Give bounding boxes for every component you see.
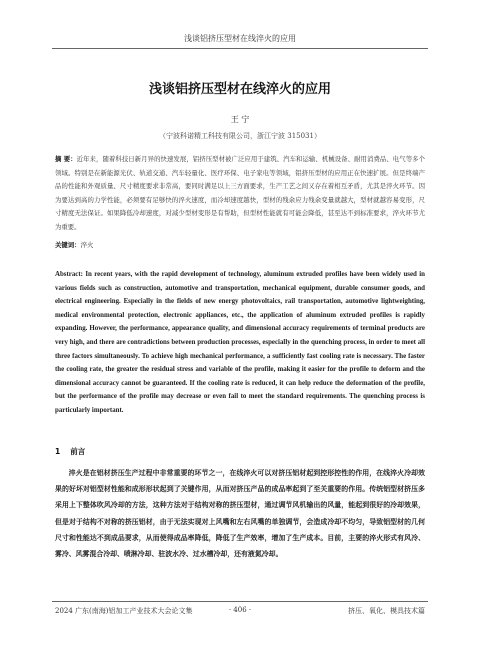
keywords-cn-label: 关键词： <box>55 241 81 249</box>
paper-title: 浅谈铝挤压型材在线淬火的应用 <box>148 82 331 97</box>
header-divider <box>52 48 428 49</box>
body-paragraph: 淬火是在铝材挤压生产过程中非常重要的环节之一，在线淬火可以对挤压铝材起到控形控性的作用，在线淬火冷却效果的好坏对铝型材性能和成形形状起到了关键作用，从而对挤压产品的成品率起到了至关重要的作用。传统铝型材挤压多采用上下整体吹风冷却的方法，这种方法对于结构对称的挤压型材，通过调节风机输出的风量，能起到很好的冷却效果，但是对于结构不对称的挤压铝材，由于无法实现对上风嘴和左右风嘴的单独调节，会造成冷却不均匀，导致铝型材的几何尺寸和性能达不到成品要求，从而使得成品率降低，降低了生产效率，增加了生产成本。目前，主要的淬火形式有风冷、雾冷、风雾混合冷却、喷淋冷却、驻波水冷、过水槽冷却，还有液氮冷却。 <box>55 469 425 559</box>
section-title: 前言 <box>70 447 86 456</box>
section-heading <box>55 446 85 457</box>
running-header: 浅谈铝挤压型材在线淬火的应用 <box>184 34 296 43</box>
footer-proceedings: 2024 广东(南海)铝加工产业技术大会论文集 <box>55 607 193 615</box>
footer-section: 挤压、氧化、模具技术篇 <box>348 607 425 615</box>
footer-divider <box>52 601 428 602</box>
keywords-chinese <box>55 240 425 249</box>
abstract-english <box>55 268 425 418</box>
section-number: 1 <box>55 447 61 456</box>
abstract-en-text: In recent years, with the rapid development of technology, aluminum extruded profiles have been widely used in various fields such as construction, automotive and transportation, mechanical equipment, durable consumer goods, and electrical engineering. Especially in the fields of new energy photovoltaics, rail transportation, automotive lightweighting, medical environmental protection, electronic appliances, etc., the application of aluminum extruded profiles is rapidly expanding. However, the performance, appearance quality, and dimensional accuracy requirements of terminal products are very high, and there are contradictions between production processes, especially in the quenching process, in order to meet all three factors simultaneously. To achieve high mechanical performance, a sufficiently fast cooling rate is necessary. The faster the cooling rate, the greater the residual stress and variable of the profile, making it easier for the profile to deform and the dimensional accuracy cannot be guaranteed. If the cooling rate is reduced, it can help reduce the deformation of the profile, but the performance of the profile may decrease or even fail to meet the standard requirements. The quenching process is particularly important. <box>55 271 426 414</box>
abstract-chinese <box>55 153 425 234</box>
abstract-en-label: Abstract: <box>55 271 83 278</box>
author-affiliation: （宁波科诺精工科技有限公司，浙江宁波 315031） <box>159 132 321 140</box>
abstract-cn-label: 摘 要： <box>55 155 77 163</box>
keywords-cn-text: 淬火 <box>80 241 94 249</box>
abstract-cn-text: 近年来，随着科技日新月异的快速发展，铝挤压型材被广泛应用于建筑、汽车和运输、机械设备、耐用消费品、电气等多个领域。特别是在新能源光伏、轨道交通、汽车轻量化、医疗环保、电子家电等领域，铝挤压型材的应用正在快速扩展。但是终端产品的性能和外观质量、尺寸精度要求非常高，要同时满足以上三方面要求，生产工艺之间又存在着相互矛盾，尤其是淬火环节。因为要达到高的力学性能，必须要有足够快的淬火速度，而冷却速度越快，型材的残余应力残余变量就越大，型材就越容易变形，尺寸精度无法保证。如果降低冷却速度，对减少型材变形是有帮助，但型材性能就有可能会降低，甚至达不到标准要求，淬火环节尤为重要。 <box>55 155 426 231</box>
page-number: · 406 · <box>228 606 252 614</box>
author-name: 王 宁 <box>230 115 250 124</box>
